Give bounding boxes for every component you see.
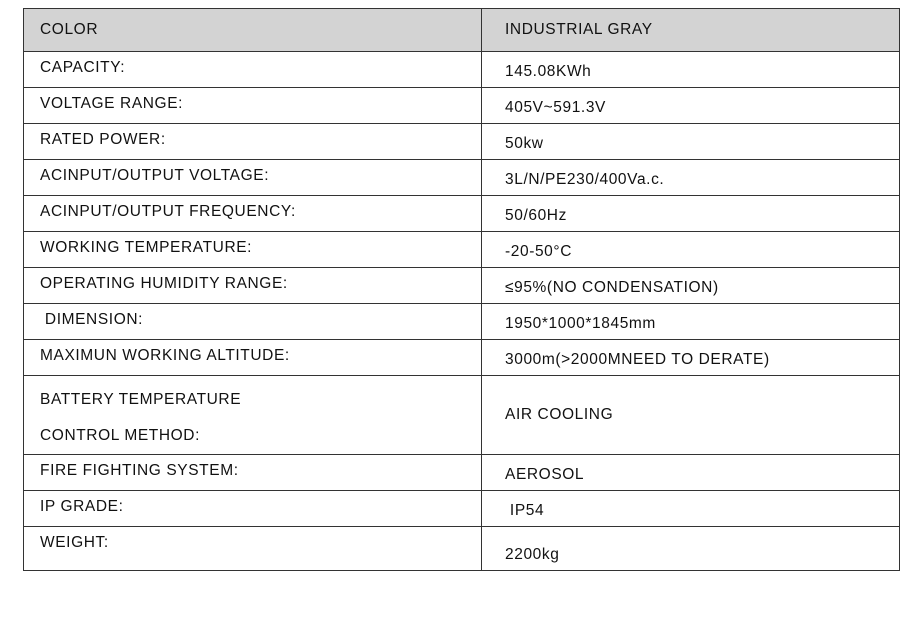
spec-value: INDUSTRIAL GRAY [482,9,900,52]
spec-label: DIMENSION: [24,304,482,340]
spec-label: MAXIMUN WORKING ALTITUDE: [24,340,482,376]
table-row [24,340,900,376]
spec-label: ACINPUT/OUTPUT VOLTAGE: [24,160,482,196]
table-row [24,196,900,232]
spec-label-line-1: BATTERY TEMPERATURE [40,391,242,408]
table-row [24,160,900,196]
table-row [24,491,900,527]
spec-label: FIRE FIGHTING SYSTEM: [24,455,482,491]
spec-value: 3L/N/PE230/400Va.c. [482,160,900,196]
table-row [24,268,900,304]
table-row [24,88,900,124]
spec-label: RATED POWER: [24,124,482,160]
table-row [24,527,900,571]
table-row [24,455,900,491]
spec-label: WORKING TEMPERATURE: [24,232,482,268]
spec-label [24,376,482,455]
spec-value: AIR COOLING [482,376,900,455]
spec-value: 50kw [482,124,900,160]
spec-value: 2200kg [482,527,900,571]
spec-value: 405V~591.3V [482,88,900,124]
spec-value: AEROSOL [482,455,900,491]
spec-label: WEIGHT: [24,527,482,571]
spec-label: VOLTAGE RANGE: [24,88,482,124]
spec-value: ≤95%(NO CONDENSATION) [482,268,900,304]
spec-label: COLOR [24,9,482,52]
spec-value: 50/60Hz [482,196,900,232]
table-row [24,124,900,160]
spec-value: -20-50°C [482,232,900,268]
table-row [24,304,900,340]
table-row [24,52,900,88]
specifications-table [23,8,900,571]
table-row [24,232,900,268]
spec-value: IP54 [482,491,900,527]
spec-value: 3000m(>2000MNEED TO DERATE) [482,340,900,376]
spec-label: CAPACITY: [24,52,482,88]
spec-label: OPERATING HUMIDITY RANGE: [24,268,482,304]
table-header-row [24,9,900,52]
spec-label: ACINPUT/OUTPUT FREQUENCY: [24,196,482,232]
table-row [24,376,900,455]
spec-value: 1950*1000*1845mm [482,304,900,340]
spec-label-line-2: CONTROL METHOD: [40,427,200,444]
spec-value: 145.08KWh [482,52,900,88]
spec-label: IP GRADE: [24,491,482,527]
